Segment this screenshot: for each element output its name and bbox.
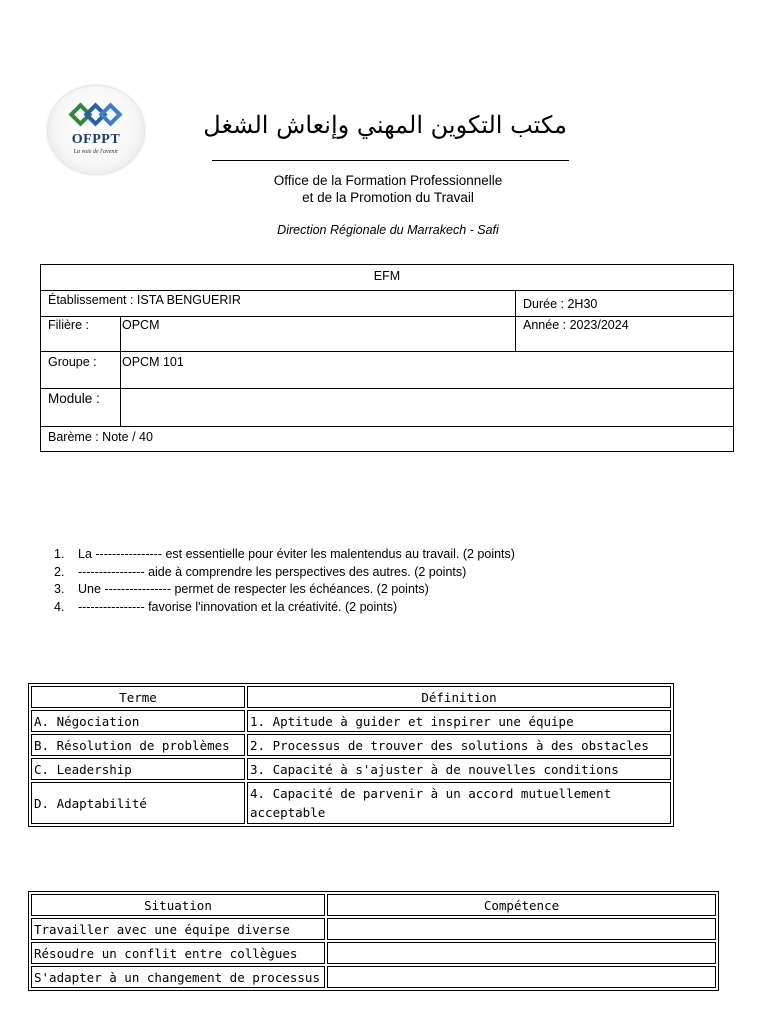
item-text: La ---------------- est essentielle pour éviter les malentendus au travail. (2 points) <box>78 547 515 561</box>
item-text: Une ---------------- permet de respecter les échéances. (2 points) <box>78 582 429 596</box>
table-cell: Résoudre un conflit entre collègues <box>31 942 325 964</box>
header-competence: Compétence <box>327 894 716 916</box>
col-divider <box>120 316 121 426</box>
table-cell: 3. Capacité à s'ajuster à de nouvelles conditions <box>247 758 671 780</box>
header-terme: Terme <box>31 686 245 708</box>
table-cell[interactable] <box>327 942 716 964</box>
exam-info-table <box>40 264 734 452</box>
row-divider <box>41 426 733 427</box>
exam-title: EFM <box>373 269 401 283</box>
table-row <box>31 734 671 756</box>
header-situation: Situation <box>31 894 325 916</box>
annee: Année : 2023/2024 <box>523 318 629 332</box>
list-item <box>54 581 515 599</box>
filiere-label: Filière : <box>48 318 89 332</box>
table-cell: 4. Capacité de parvenir à un accord mutuellement acceptable <box>247 782 671 824</box>
col-divider <box>515 290 516 351</box>
question-list <box>54 546 515 616</box>
logo-tagline: La voie de l'avenir <box>73 149 119 155</box>
table-row <box>31 966 716 988</box>
table-cell[interactable] <box>327 966 716 988</box>
row-divider <box>41 290 733 291</box>
row-divider <box>41 316 733 317</box>
table-row <box>31 758 671 780</box>
list-item <box>54 599 515 617</box>
table-cell: 1. Aptitude à guider et inspirer une équipe <box>247 710 671 732</box>
list-item <box>54 546 515 564</box>
item-number: 3. <box>54 582 65 596</box>
table-cell: B. Résolution de problèmes <box>31 734 245 756</box>
item-number: 1. <box>54 547 65 561</box>
filiere-value: OPCM <box>122 318 160 332</box>
table-header-row <box>31 686 671 708</box>
bareme: Barème : Note / 40 <box>48 430 153 444</box>
table-header-row <box>31 894 716 916</box>
item-text: ---------------- favorise l'innovation et la créativité. (2 points) <box>78 599 398 614</box>
direction-regionale: Direction Régionale du Marrakech - Safi <box>277 223 499 237</box>
row-divider <box>41 388 733 389</box>
item-number: 2. <box>54 564 65 579</box>
item-text: ---------------- aide à comprendre les perspectives des autres. (2 points) <box>78 564 467 579</box>
table-cell: D. Adaptabilité <box>31 782 245 824</box>
list-item <box>54 564 515 582</box>
table-row <box>31 918 716 940</box>
groupe-value: OPCM 101 <box>122 355 184 369</box>
office-name <box>180 172 596 206</box>
table-row <box>31 710 671 732</box>
table-cell: C. Leadership <box>31 758 245 780</box>
situations-table <box>28 891 719 991</box>
office-line-1: Office de la Formation Professionnelle <box>273 173 503 188</box>
arabic-title: مكتب التكوين المهني وإنعاش الشغل <box>203 111 567 139</box>
module-label: Module : <box>48 391 100 406</box>
table-row <box>31 942 716 964</box>
etablissement: Établissement : ISTA BENGUERIR <box>48 293 241 307</box>
table-cell[interactable] <box>327 918 716 940</box>
ofppt-logo <box>48 86 144 174</box>
title-underline <box>212 160 569 161</box>
table-cell: S'adapter à un changement de processus <box>31 966 325 988</box>
header-definition: Définition <box>247 686 671 708</box>
logo-diamonds-icon <box>48 86 144 174</box>
groupe-label: Groupe : <box>48 355 97 369</box>
office-line-2: et de la Promotion du Travail <box>302 190 474 205</box>
item-number: 4. <box>54 599 65 614</box>
table-cell: A. Négociation <box>31 710 245 732</box>
table-cell: 2. Processus de trouver des solutions à des obstacles <box>247 734 671 756</box>
logo-name: OFPPT <box>71 132 121 147</box>
table-row <box>31 782 671 824</box>
duree: Durée : 2H30 <box>523 297 598 311</box>
table-cell: Travailler avec une équipe diverse <box>31 918 325 940</box>
terms-table <box>28 683 674 827</box>
row-divider <box>41 351 733 352</box>
